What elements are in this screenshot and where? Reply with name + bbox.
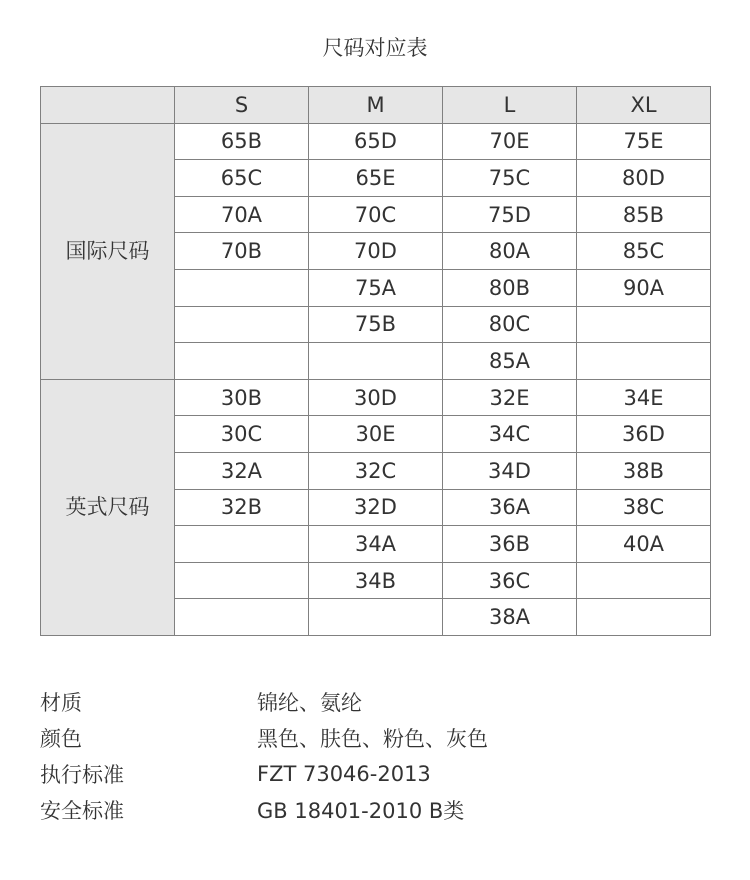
size-cell xyxy=(309,343,443,380)
size-cell: 32B xyxy=(175,489,309,526)
table-row xyxy=(41,379,711,416)
size-cell: 75D xyxy=(443,196,577,233)
size-cell: 65E xyxy=(309,160,443,197)
size-cell: 80A xyxy=(443,233,577,270)
info-label: 执行标准 xyxy=(40,763,124,787)
table-corner-cell xyxy=(41,87,175,124)
size-cell: 34C xyxy=(443,416,577,453)
size-cell: 70D xyxy=(309,233,443,270)
size-cell: 34A xyxy=(309,526,443,563)
info-label: 材质 xyxy=(40,691,82,715)
size-cell: 30D xyxy=(309,379,443,416)
size-cell: 75E xyxy=(577,123,711,160)
size-cell: 65C xyxy=(175,160,309,197)
size-cell: 34B xyxy=(309,562,443,599)
size-cell: 90A xyxy=(577,269,711,306)
size-cell: 32E xyxy=(443,379,577,416)
column-header-s: S xyxy=(175,87,309,124)
size-cell: 80B xyxy=(443,269,577,306)
size-cell: 75A xyxy=(309,269,443,306)
column-header-l: L xyxy=(443,87,577,124)
size-cell: 65D xyxy=(309,123,443,160)
column-header-xl: XL xyxy=(577,87,711,124)
page-title: 尺码对应表 xyxy=(322,36,428,60)
size-cell xyxy=(309,599,443,636)
size-cell xyxy=(175,526,309,563)
size-cell: 34D xyxy=(443,452,577,489)
info-label: 颜色 xyxy=(40,727,82,751)
info-row-color xyxy=(40,720,710,756)
size-cell xyxy=(577,343,711,380)
column-header-m: M xyxy=(309,87,443,124)
size-cell: 40A xyxy=(577,526,711,563)
size-cell: 32C xyxy=(309,452,443,489)
size-cell: 85A xyxy=(443,343,577,380)
size-cell: 32A xyxy=(175,452,309,489)
size-cell: 38C xyxy=(577,489,711,526)
product-info-list xyxy=(40,684,710,828)
size-cell xyxy=(577,599,711,636)
size-cell: 75C xyxy=(443,160,577,197)
size-cell: 30C xyxy=(175,416,309,453)
size-cell: 36A xyxy=(443,489,577,526)
size-cell: 80C xyxy=(443,306,577,343)
info-label: 安全标准 xyxy=(40,799,124,823)
info-value: GB 18401-2010 B类 xyxy=(257,799,465,823)
size-cell xyxy=(175,599,309,636)
size-cell: 85B xyxy=(577,196,711,233)
size-cell: 75B xyxy=(309,306,443,343)
size-cell xyxy=(175,562,309,599)
size-cell: 38A xyxy=(443,599,577,636)
info-row-safety-standard xyxy=(40,792,710,828)
group-label-international: 国际尺码 xyxy=(41,123,175,379)
size-cell xyxy=(577,306,711,343)
size-cell: 36D xyxy=(577,416,711,453)
size-cell: 30E xyxy=(309,416,443,453)
size-chart-table xyxy=(40,86,711,636)
info-value: FZT 73046-2013 xyxy=(257,762,431,786)
size-cell: 70B xyxy=(175,233,309,270)
size-cell: 70C xyxy=(309,196,443,233)
size-cell: 38B xyxy=(577,452,711,489)
size-cell: 70A xyxy=(175,196,309,233)
size-cell: 34E xyxy=(577,379,711,416)
size-cell: 70E xyxy=(443,123,577,160)
size-cell xyxy=(175,343,309,380)
group-label-uk: 英式尺码 xyxy=(41,379,175,635)
size-cell: 65B xyxy=(175,123,309,160)
size-cell: 36B xyxy=(443,526,577,563)
size-cell: 80D xyxy=(577,160,711,197)
info-value: 黑色、肤色、粉色、灰色 xyxy=(257,727,488,751)
table-row xyxy=(41,123,711,160)
size-cell xyxy=(577,562,711,599)
info-value: 锦纶、氨纶 xyxy=(257,691,362,715)
size-cell: 36C xyxy=(443,562,577,599)
info-row-material xyxy=(40,684,710,720)
size-cell xyxy=(175,306,309,343)
table-header-row xyxy=(41,87,711,124)
info-row-standard xyxy=(40,756,710,792)
size-cell xyxy=(175,269,309,306)
size-cell: 32D xyxy=(309,489,443,526)
size-cell: 85C xyxy=(577,233,711,270)
size-cell: 30B xyxy=(175,379,309,416)
